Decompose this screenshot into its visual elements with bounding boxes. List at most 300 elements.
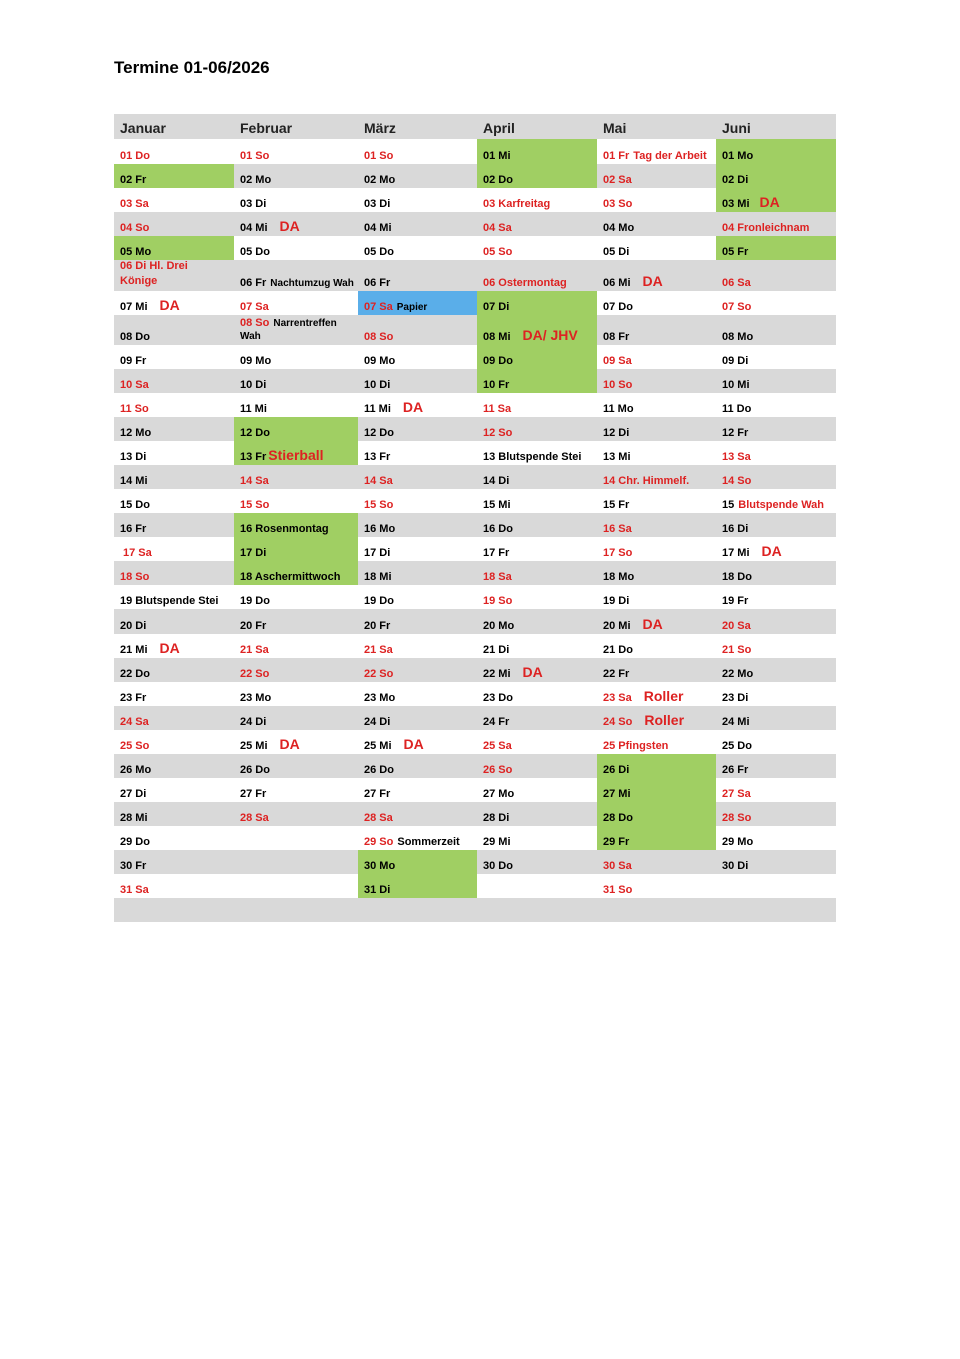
day-cell bbox=[716, 706, 836, 730]
day-cell bbox=[716, 489, 836, 513]
day-cell bbox=[597, 609, 716, 634]
day-cell bbox=[716, 850, 836, 874]
day-cell bbox=[114, 465, 234, 489]
calendar-row bbox=[114, 874, 836, 898]
day-label: 17 Di bbox=[364, 547, 391, 559]
day-label: 17 Sa bbox=[123, 547, 152, 559]
day-cell bbox=[234, 537, 358, 561]
event-label: DA bbox=[642, 616, 663, 632]
day-label: 24 Di bbox=[240, 716, 267, 728]
day-cell bbox=[358, 441, 477, 465]
day-label: 25 Do bbox=[722, 740, 752, 752]
day-label: 13 Blutspende Stei bbox=[483, 451, 582, 463]
day-cell bbox=[716, 898, 836, 922]
day-label: 09 Mo bbox=[364, 355, 396, 367]
page-title: Termine 01-06/2026 bbox=[114, 58, 270, 77]
day-cell bbox=[477, 730, 597, 754]
day-label: 29 So bbox=[364, 836, 394, 848]
day-cell bbox=[358, 164, 477, 188]
day-cell bbox=[477, 585, 597, 609]
day-label: 27 Mi bbox=[603, 788, 631, 800]
day-label: 01 Do bbox=[120, 150, 150, 162]
day-cell bbox=[234, 585, 358, 609]
calendar-row bbox=[114, 260, 836, 291]
day-cell bbox=[358, 417, 477, 441]
day-cell bbox=[716, 802, 836, 826]
day-label: 24 So bbox=[603, 716, 633, 728]
calendar-row bbox=[114, 212, 836, 236]
day-label: 12 So bbox=[483, 427, 513, 439]
day-label: 19 Di bbox=[603, 595, 630, 607]
day-cell bbox=[234, 465, 358, 489]
day-cell bbox=[716, 778, 836, 802]
day-cell bbox=[716, 874, 836, 898]
day-label: 28 So bbox=[722, 812, 752, 824]
day-label: 22 Fr bbox=[603, 668, 630, 680]
day-label: 11 Mi bbox=[240, 403, 267, 415]
day-cell bbox=[358, 465, 477, 489]
day-label: 05 Fr bbox=[722, 246, 749, 258]
day-label: 11 Do bbox=[722, 403, 752, 415]
event-label: DA bbox=[159, 297, 180, 313]
day-label: 08 Mi bbox=[483, 331, 511, 343]
day-label: 15 Mi bbox=[483, 499, 511, 511]
day-label: 18 So bbox=[120, 571, 150, 583]
day-label: 27 Fr bbox=[364, 788, 391, 800]
day-cell bbox=[477, 291, 597, 315]
day-cell bbox=[234, 212, 358, 236]
day-label: 23 Di bbox=[722, 692, 749, 704]
day-cell bbox=[358, 826, 477, 850]
calendar-row bbox=[114, 561, 836, 585]
day-label: 13 Fr bbox=[364, 451, 391, 463]
day-cell bbox=[234, 513, 358, 537]
day-label: 19 Do bbox=[364, 595, 394, 607]
day-label: 12 Fr bbox=[722, 427, 749, 439]
day-cell bbox=[597, 874, 716, 898]
day-cell bbox=[234, 850, 358, 874]
day-label: 04 Fronleichnam bbox=[722, 222, 810, 234]
event-label: DA bbox=[522, 664, 543, 680]
day-label: 30 Di bbox=[722, 860, 749, 872]
day-cell bbox=[597, 164, 716, 188]
day-cell bbox=[597, 315, 716, 345]
day-cell bbox=[114, 706, 234, 730]
calendar-row bbox=[114, 417, 836, 441]
day-cell bbox=[716, 465, 836, 489]
day-label: 04 Sa bbox=[483, 222, 512, 234]
day-cell bbox=[234, 236, 358, 260]
day-cell bbox=[597, 260, 716, 291]
day-label: 07 Sa bbox=[240, 301, 269, 313]
day-cell bbox=[114, 139, 234, 164]
day-cell bbox=[234, 826, 358, 850]
calendar-row bbox=[114, 489, 836, 513]
calendar-table bbox=[114, 114, 836, 922]
day-cell bbox=[114, 682, 234, 706]
day-cell bbox=[234, 369, 358, 393]
day-label: 20 Di bbox=[120, 620, 147, 632]
day-cell bbox=[358, 489, 477, 513]
month-header: Februar bbox=[240, 120, 293, 136]
day-label: 14 Di bbox=[483, 475, 510, 487]
day-cell bbox=[234, 658, 358, 682]
day-cell bbox=[234, 188, 358, 212]
event-label: DA bbox=[279, 218, 300, 234]
day-cell bbox=[477, 874, 597, 898]
day-cell bbox=[114, 754, 234, 778]
day-label: 08 Fr bbox=[603, 331, 630, 343]
month-header: Mai bbox=[603, 120, 627, 136]
day-cell bbox=[114, 802, 234, 826]
day-label: 17 Mi bbox=[722, 547, 750, 559]
calendar-row bbox=[114, 778, 836, 802]
day-label: 01 Mi bbox=[483, 150, 511, 162]
day-label: 08 So bbox=[240, 317, 270, 329]
day-label: 09 Fr bbox=[120, 355, 147, 367]
day-cell bbox=[477, 441, 597, 465]
calendar-row bbox=[114, 513, 836, 537]
day-label: 04 So bbox=[120, 222, 150, 234]
day-label: 16 Fr bbox=[120, 523, 147, 535]
day-label: 04 Mi bbox=[364, 222, 392, 234]
day-cell bbox=[114, 634, 234, 658]
day-label: 28 Sa bbox=[364, 812, 393, 824]
day-label: 03 Di bbox=[240, 198, 267, 210]
day-cell bbox=[234, 417, 358, 441]
day-cell bbox=[716, 441, 836, 465]
day-label: 30 Do bbox=[483, 860, 513, 872]
day-cell bbox=[597, 706, 716, 730]
day-cell bbox=[716, 260, 836, 291]
day-cell bbox=[358, 585, 477, 609]
day-label: 21 So bbox=[722, 644, 752, 656]
day-label: 20 Fr bbox=[364, 620, 391, 632]
calendar-row bbox=[114, 345, 836, 369]
day-label: 10 Fr bbox=[483, 379, 510, 391]
day-label: 24 Mi bbox=[722, 716, 750, 728]
day-cell bbox=[597, 754, 716, 778]
day-label: 02 Di bbox=[722, 174, 749, 186]
day-cell bbox=[234, 260, 358, 291]
day-label: 13 Di bbox=[120, 451, 147, 463]
day-label: 04 Mo bbox=[603, 222, 635, 234]
day-label: 16 Sa bbox=[603, 523, 632, 535]
day-label: 13 Sa bbox=[722, 451, 751, 463]
day-label: 13 Fr bbox=[240, 451, 267, 463]
day-label: 26 Fr bbox=[722, 764, 749, 776]
day-label: 05 Mo bbox=[120, 246, 152, 258]
day-cell bbox=[234, 634, 358, 658]
day-cell bbox=[358, 188, 477, 212]
day-label: 14 Chr. Himmelf. bbox=[603, 475, 690, 487]
day-label: 08 So bbox=[364, 331, 394, 343]
day-label: 01 Mo bbox=[722, 150, 754, 162]
day-label: 16 Mo bbox=[364, 523, 396, 535]
day-cell bbox=[358, 561, 477, 585]
day-cell bbox=[477, 345, 597, 369]
day-cell bbox=[716, 393, 836, 417]
calendar-row bbox=[114, 609, 836, 634]
day-label: 22 Mi bbox=[483, 668, 511, 680]
calendar-row bbox=[114, 236, 836, 260]
calendar-row bbox=[114, 369, 836, 393]
day-label: 13 Mi bbox=[603, 451, 631, 463]
day-label: 06 Ostermontag bbox=[483, 277, 567, 289]
day-label: 28 Sa bbox=[240, 812, 269, 824]
day-cell bbox=[597, 585, 716, 609]
day-cell bbox=[477, 634, 597, 658]
day-cell bbox=[234, 874, 358, 898]
event-label: DA bbox=[159, 640, 180, 656]
event-label: Nachtumzug Wah bbox=[270, 278, 354, 289]
day-label: 19 Fr bbox=[722, 595, 749, 607]
day-cell bbox=[358, 609, 477, 634]
calendar-row bbox=[114, 441, 836, 465]
day-label: 29 Fr bbox=[603, 836, 630, 848]
day-label: 09 Mo bbox=[240, 355, 272, 367]
day-label: 30 Mo bbox=[364, 860, 396, 872]
day-label: 11 Mo bbox=[603, 403, 634, 415]
day-cell bbox=[716, 585, 836, 609]
day-label: 21 Di bbox=[483, 644, 510, 656]
day-cell bbox=[234, 706, 358, 730]
day-cell bbox=[597, 802, 716, 826]
day-label: 31 So bbox=[603, 884, 633, 896]
day-cell bbox=[597, 465, 716, 489]
day-cell bbox=[358, 513, 477, 537]
day-label: 10 Mi bbox=[722, 379, 750, 391]
event-label: Roller bbox=[644, 712, 685, 728]
day-cell bbox=[597, 139, 716, 164]
day-cell bbox=[597, 291, 716, 315]
day-label: 02 Mo bbox=[364, 174, 396, 186]
day-label: 10 Di bbox=[364, 379, 391, 391]
day-label: 20 Mi bbox=[603, 620, 631, 632]
day-cell bbox=[234, 139, 358, 164]
event-label: DA bbox=[759, 194, 780, 210]
event-label: Sommerzeit bbox=[397, 836, 460, 848]
day-label: 27 Sa bbox=[722, 788, 751, 800]
day-cell bbox=[597, 850, 716, 874]
day-label: 12 Di bbox=[603, 427, 630, 439]
day-label: 03 Sa bbox=[120, 198, 149, 210]
day-label: 07 Mi bbox=[120, 301, 148, 313]
day-label: 07 Sa bbox=[364, 301, 393, 313]
day-label: 25 Pfingsten bbox=[603, 740, 669, 752]
day-cell bbox=[597, 441, 716, 465]
day-label: 20 Fr bbox=[240, 620, 267, 632]
event-label: Roller bbox=[643, 688, 684, 704]
day-label: 18 Mi bbox=[364, 571, 392, 583]
day-label: 21 Sa bbox=[240, 644, 269, 656]
day-cell bbox=[477, 236, 597, 260]
day-cell bbox=[358, 754, 477, 778]
day-cell bbox=[358, 291, 477, 315]
day-cell bbox=[597, 369, 716, 393]
day-label: 02 Mo bbox=[240, 174, 272, 186]
day-cell bbox=[716, 754, 836, 778]
day-label: 26 So bbox=[483, 764, 513, 776]
day-label: 14 So bbox=[722, 475, 752, 487]
day-label: 30 Sa bbox=[603, 860, 632, 872]
day-label: 03 Karfreitag bbox=[483, 198, 551, 210]
day-label: 28 Di bbox=[483, 812, 510, 824]
day-label: 25 Mi bbox=[364, 740, 392, 752]
day-cell bbox=[234, 682, 358, 706]
calendar-row bbox=[114, 706, 836, 730]
event-label: DA bbox=[761, 543, 782, 559]
day-cell bbox=[477, 754, 597, 778]
calendar-row bbox=[114, 730, 836, 754]
day-label: 15 Fr bbox=[603, 499, 630, 511]
day-cell bbox=[114, 393, 234, 417]
day-cell bbox=[597, 682, 716, 706]
event-label-line2: Wah bbox=[240, 331, 261, 342]
day-label: 09 Sa bbox=[603, 355, 632, 367]
day-label: 29 Do bbox=[120, 836, 150, 848]
calendar-row bbox=[114, 682, 836, 706]
day-cell bbox=[597, 212, 716, 236]
event-label: DA bbox=[402, 399, 424, 415]
calendar-row bbox=[114, 802, 836, 826]
day-label: 15 Do bbox=[120, 499, 150, 511]
event-label: DA/ JHV bbox=[522, 327, 578, 343]
day-cell bbox=[716, 634, 836, 658]
day-cell bbox=[234, 393, 358, 417]
calendar-row bbox=[114, 164, 836, 188]
day-cell bbox=[358, 706, 477, 730]
day-label: 04 Mi bbox=[240, 222, 268, 234]
day-cell bbox=[114, 260, 234, 291]
day-cell bbox=[114, 609, 234, 634]
day-cell bbox=[114, 417, 234, 441]
day-cell bbox=[716, 369, 836, 393]
day-cell bbox=[114, 212, 234, 236]
day-cell bbox=[597, 561, 716, 585]
day-cell bbox=[716, 417, 836, 441]
day-label: 16 Di bbox=[722, 523, 749, 535]
day-label: 14 Sa bbox=[240, 475, 269, 487]
day-label: 16 Do bbox=[483, 523, 513, 535]
event-label: Narrentreffen bbox=[273, 318, 337, 329]
day-cell bbox=[716, 139, 836, 164]
calendar-row bbox=[114, 393, 836, 417]
day-label: 22 Mo bbox=[722, 668, 754, 680]
day-label: 14 Mi bbox=[120, 475, 148, 487]
event-label: Stierball bbox=[268, 447, 324, 463]
day-cell bbox=[234, 291, 358, 315]
day-cell bbox=[716, 513, 836, 537]
day-cell bbox=[234, 898, 358, 922]
day-label: 05 Di bbox=[603, 246, 630, 258]
day-cell bbox=[597, 658, 716, 682]
event-label: DA bbox=[642, 273, 663, 289]
day-label: 21 Mi bbox=[120, 644, 148, 656]
day-label: 12 Do bbox=[364, 427, 394, 439]
event-label: Tag der Arbeit bbox=[633, 150, 707, 162]
day-label: 14 Sa bbox=[364, 475, 393, 487]
day-cell bbox=[358, 874, 477, 898]
day-label: 18 Aschermittwoch bbox=[240, 571, 341, 583]
day-cell bbox=[597, 826, 716, 850]
day-label: 09 Di bbox=[722, 355, 749, 367]
day-cell bbox=[114, 561, 234, 585]
day-label: 08 Mo bbox=[722, 331, 754, 343]
day-cell bbox=[477, 315, 597, 345]
day-cell bbox=[597, 345, 716, 369]
day-cell bbox=[477, 513, 597, 537]
day-cell bbox=[597, 417, 716, 441]
day-label: 02 Sa bbox=[603, 174, 632, 186]
day-cell bbox=[716, 537, 836, 561]
day-label: 23 Mo bbox=[240, 692, 272, 704]
day-cell bbox=[234, 489, 358, 513]
day-cell bbox=[234, 754, 358, 778]
day-label: 21 Do bbox=[603, 644, 633, 656]
day-cell bbox=[358, 634, 477, 658]
day-cell bbox=[234, 561, 358, 585]
calendar-row bbox=[114, 291, 836, 315]
day-cell bbox=[477, 465, 597, 489]
calendar-row bbox=[114, 658, 836, 682]
day-cell bbox=[477, 393, 597, 417]
day-label: 24 Sa bbox=[120, 716, 149, 728]
day-cell bbox=[477, 188, 597, 212]
day-cell bbox=[477, 706, 597, 730]
day-label: 19 Do bbox=[240, 595, 270, 607]
day-label: 22 So bbox=[364, 668, 394, 680]
month-header-row bbox=[114, 114, 836, 139]
day-cell bbox=[477, 826, 597, 850]
day-cell bbox=[358, 658, 477, 682]
day-label: 05 Do bbox=[240, 246, 270, 258]
day-cell bbox=[716, 315, 836, 345]
calendar-row bbox=[114, 826, 836, 850]
day-cell bbox=[716, 291, 836, 315]
day-label: 10 Sa bbox=[120, 379, 149, 391]
day-cell bbox=[477, 537, 597, 561]
day-cell bbox=[477, 778, 597, 802]
day-label: 19 Blutspende Stei bbox=[120, 595, 219, 607]
day-cell bbox=[477, 417, 597, 441]
calendar-row bbox=[114, 850, 836, 874]
calendar-row bbox=[114, 634, 836, 658]
day-label: 20 Mo bbox=[483, 620, 515, 632]
day-label: 23 Fr bbox=[120, 692, 147, 704]
day-label: 17 So bbox=[603, 547, 633, 559]
day-cell bbox=[477, 898, 597, 922]
event-label: Papier bbox=[396, 302, 428, 313]
day-cell bbox=[358, 345, 477, 369]
day-label: 06 Sa bbox=[722, 277, 751, 289]
day-cell bbox=[358, 236, 477, 260]
calendar-row bbox=[114, 585, 836, 609]
day-label: 15 So bbox=[240, 499, 270, 511]
month-header: Januar bbox=[120, 120, 166, 136]
day-label: 15 So bbox=[364, 499, 394, 511]
day-label: 11 Mi bbox=[364, 403, 391, 415]
day-label: 28 Mi bbox=[120, 812, 148, 824]
day-label: 03 So bbox=[603, 198, 633, 210]
day-cell bbox=[358, 802, 477, 826]
day-cell bbox=[114, 441, 234, 465]
day-label: 18 Mo bbox=[603, 571, 635, 583]
day-cell bbox=[358, 260, 477, 291]
day-cell bbox=[716, 212, 836, 236]
day-cell bbox=[477, 212, 597, 236]
day-label: 31 Sa bbox=[120, 884, 149, 896]
